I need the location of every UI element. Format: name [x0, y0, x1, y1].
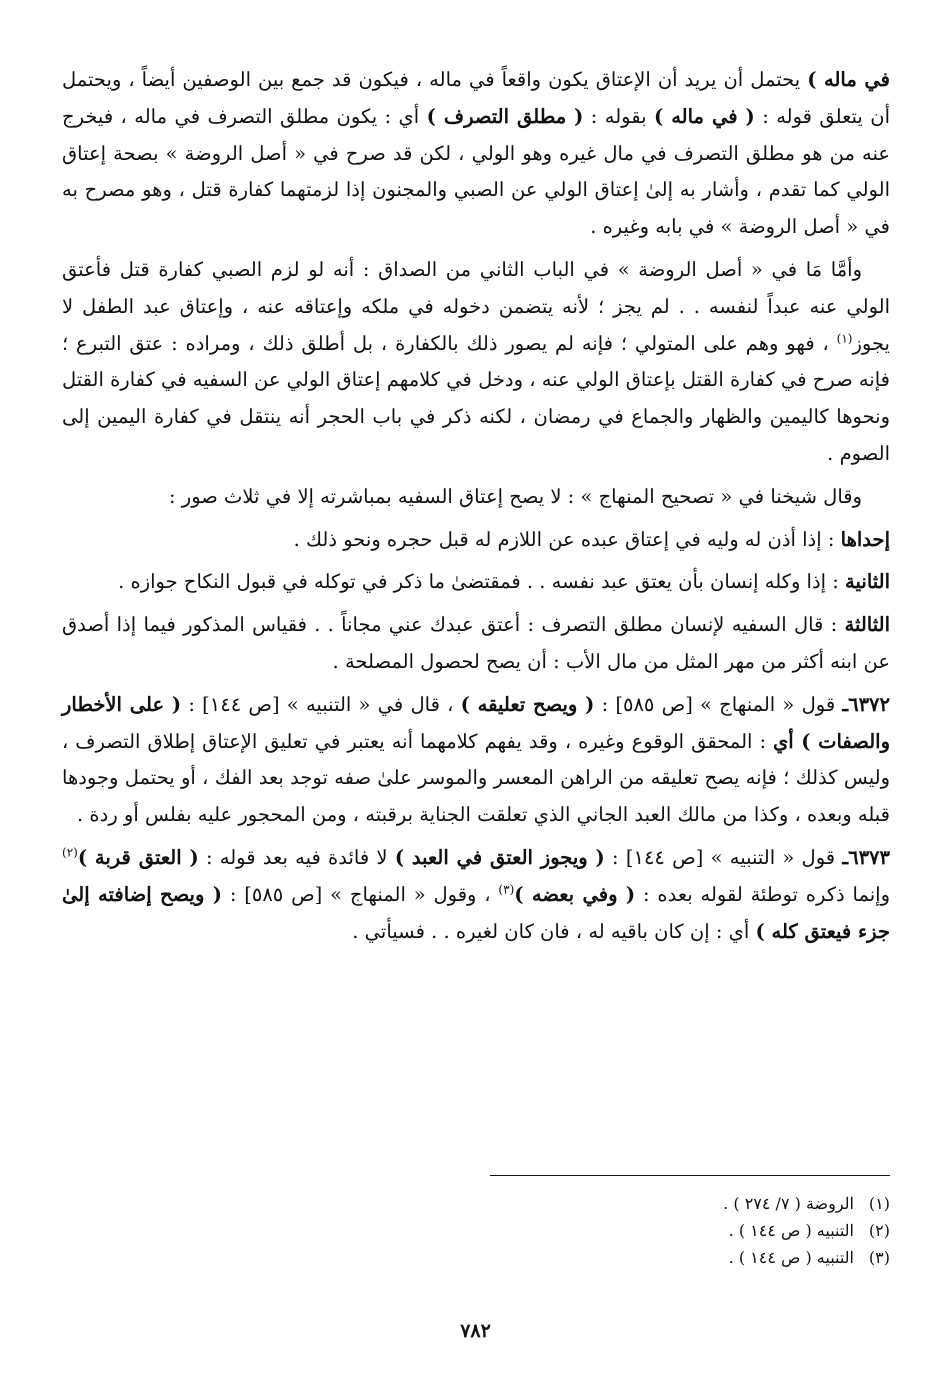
bold-term: في ماله ) — [807, 68, 890, 91]
footnote-separator — [490, 1175, 890, 1176]
footnotes — [400, 1190, 890, 1271]
bold-term: ( ويصح تعليقه ) — [460, 692, 595, 716]
text-run: لا فائدة فيه بعد قوله : — [198, 845, 395, 869]
main-text — [62, 62, 890, 956]
bold-term: الثانية — [845, 570, 890, 594]
footnote-ref: (١) — [836, 331, 853, 346]
paragraph-p8 — [62, 840, 890, 950]
page-number: ٧٨٢ — [460, 1320, 491, 1342]
text-run: وقال شيخنا في « تصحيح المنهاج » : لا يصح إعتاق السفيه بمباشرته إلا في ثلاث صور : — [169, 484, 862, 508]
text-run: : المحقق الوقوع وغيره ، وقد يفهم كلامهما أنه يعتبر في تعليق الإعتاق إطلاق التصرف ، وليس كذلك ؛ فإنه يصح تعليقه من الراهن المعسر والموسر علىٰ صفه توجد بعد الفك ، أو يحتمل وجودها قبله وبعده ، وكذا من مالك العبد الجاني الذي تعلقت الجناية برقبته ، ومن المحجور عليه بفلس أو ردة . — [62, 729, 890, 827]
footnote-ref: (٣) — [498, 882, 515, 897]
bold-term: ( ويصح إضافته إلىٰ جزء فيعتق كله ) — [62, 882, 890, 943]
text-run: بقوله : — [583, 104, 654, 128]
footnote-number: (١) — [868, 1194, 890, 1213]
footnote — [400, 1217, 890, 1244]
footnote-number: (٢) — [868, 1221, 890, 1240]
footnote — [400, 1244, 890, 1271]
paragraph-p6 — [62, 607, 890, 681]
footnote-text: الروضة ( ٧/ ٢٧٤ ) . — [723, 1194, 854, 1213]
paragraph-p2 — [62, 252, 890, 473]
bold-term: ٦٣٧٢ـ — [842, 692, 890, 716]
text-run: : إذا أذن له وليه في إعتاق عبده عن اللازم له قبل حجره ونحو ذلك . — [293, 527, 841, 551]
bold-term: ( العتق قربة ) — [77, 845, 199, 869]
paragraph-p3 — [62, 479, 890, 516]
bold-term: ( مطلق التصرف ) — [426, 104, 584, 128]
text-run: قول « التنبيه » [ص ١٤٤] : — [604, 845, 843, 869]
text-run: : إذا وكله إنسان بأن يعتق عبد نفسه . . فمقتضىٰ ما ذكر في توكله في قبول النكاح جوازه . — [118, 570, 846, 594]
footnote-ref: (٢) — [62, 845, 78, 860]
paragraph-p1 — [62, 62, 890, 246]
text-run: أي : إن كان باقيه له ، فان كان لغيره . . فسيأتي . — [352, 919, 756, 943]
paragraph-p4 — [62, 522, 890, 559]
bold-term: إحداها — [840, 527, 890, 551]
bold-term: ٦٣٧٣ـ — [842, 845, 890, 869]
text-run: وإنما ذكره توطئة لقوله بعده : — [635, 882, 891, 906]
text-run: ، وقول « المنهاج » [ص ٥٨٥] : — [222, 882, 499, 906]
footnote-text: التنبيه ( ص ١٤٤ ) . — [728, 1221, 854, 1240]
text-run: أي : يكون مطلق التصرف في ماله ، فيخرج عنه من هو مطلق التصرف في مال غيره وهو الولي ، لكن قد صرح في « أصل الروضة » بصحة إعتاق الولي كما تقدم ، وأشار به إلىٰ إعتاق الولي عن الصبي والمجنون إذا لزمتهما كفارة قتل ، وهو مصرح به في « أصل الروضة » في بابه وغيره . — [62, 104, 890, 239]
bold-term: الثالثة — [844, 613, 890, 637]
bold-term: ( وفي بعضه ) — [514, 882, 636, 906]
bold-term: ( ويجوز العتق في العبد ) — [394, 845, 605, 869]
text-run: ، فهو وهم على المتولي ؛ فإنه لم يصور ذلك بالكفارة ، بل أطلق ذلك ، ومراده : عتق التبرع ؛ فإنه صرح في كفارة القتل بإعتاق الولي عنه ، ودخل في كلامهم إعتاق الولي عن السفيه في كفارة القتل ونحوها كاليمين والظهار والجماع في رمضان ، لكنه ذكر في باب الحجر أنه ينتقل في كفارة اليمين إلى الصوم . — [62, 331, 890, 465]
bold-term: ( في ماله ) — [653, 104, 755, 128]
bold-term: ( على الأخطار والصفات ) أي — [62, 692, 890, 753]
paragraph-p7 — [62, 687, 890, 834]
text-run: ، قال في « التنبيه » [ص ١٤٤] : — [181, 692, 461, 716]
footnote-text: التنبيه ( ص ١٤٤ ) . — [728, 1248, 854, 1267]
text-run: وأمَّا مَا في « أصل الروضة » في الباب الثاني من الصداق : أنه لو لزم الصبي كفارة قتل فأعتق الولي عنه عبداً لنفسه . . لم يجز ؛ لأنه يتضمن دخوله في ملكه وإعتاقه عنه ، وإعتاق عبد الطفل لا يجوز — [62, 257, 890, 355]
text-run: : قال السفيه لإنسان مطلق التصرف : أعتق عبدك عني مجاناً . . فقياس المذكور فيما إذا أصدق عن ابنه أكثر من مهر المثل من مال الأب : أن يصح لحصول المصلحة . — [62, 613, 890, 673]
text-run: قول « المنهاج » [ص ٥٨٥] : — [594, 692, 843, 716]
footnote-number: (٣) — [868, 1248, 890, 1267]
text-run: يحتمل أن يريد أن الإعتاق يكون واقعاً في ماله ، فيكون قد جمع بين الوصفين أيضاً ، ويحتمل أن يتعلق قوله : — [62, 68, 890, 128]
paragraph-p5 — [62, 564, 890, 601]
footnote — [400, 1190, 890, 1217]
